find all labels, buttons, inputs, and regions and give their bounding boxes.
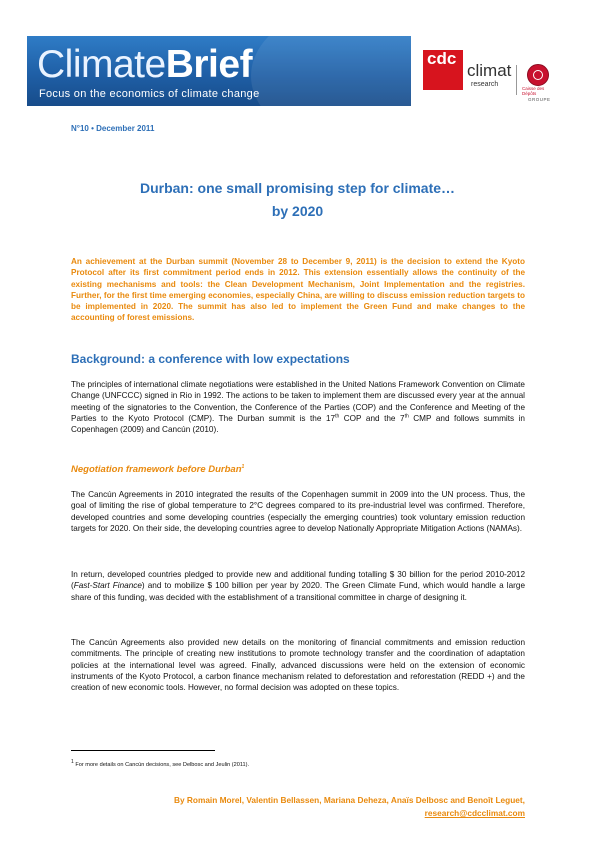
brand-logo — [37, 45, 252, 85]
negotiation-paragraph-3: The Cancún Agreements also provided new details on the monitoring of financial commitments and emission reduction commitments. The principle of creating new institutions to promote technology transfer and the coordination of adaptation policies at the international level was agreed. Finally, advanced discussions were held on the extension of economic instruments of the Kyoto Protocol, a carbon finance mechanism related to deforestation and reforestation (REDD +) and the creation of new economic tools. However, no formal decision was adopted on these topics. — [71, 638, 525, 693]
superscript: th — [404, 413, 409, 420]
research-logo-text: research — [471, 81, 499, 88]
brand-part-1: Climate — [37, 43, 166, 86]
superscript: th — [335, 413, 340, 420]
footnote-number: 1 — [71, 759, 74, 766]
header-banner — [27, 36, 411, 106]
climat-logo-text: climat — [467, 61, 512, 80]
brand-part-2: Brief — [165, 43, 253, 86]
text-run: The principles of international climate negotiations were established in the United Nations Framework Convention on Climate Change (UNFCCC) signed in Rio in 1992. The actions to be taken to implement them are discussed every year at the annual meeting of the signatories to the Convention, the Conference of the Parties (COP) and the Conference and Meeting of the Parties to the Kyoto Protocol (CMP). The Durban summit is the 17 — [71, 380, 525, 423]
text-run: In return, developed countries pledged to provide new and additional funding totalling $ 30 billion for the period 2010-2012 ( — [71, 570, 525, 591]
subsection-heading — [71, 464, 244, 475]
text-run: ) and to mobilize $ 100 billion per year by 2020. The Green Climate Fund, which would handle a large share of this funding, was decided with the establishment of a transitional committee in charge of designing it. — [71, 581, 526, 602]
authors-block — [174, 794, 525, 820]
caisse-des-depots-seal-icon — [527, 64, 549, 86]
footnote-reference[interactable]: 1 — [241, 463, 245, 470]
background-paragraph — [71, 379, 525, 435]
page-title — [60, 177, 535, 223]
email-link[interactable]: research@cdcclimat.com — [424, 808, 525, 818]
section-heading-background: Background: a conference with low expectations — [71, 352, 350, 366]
subsection-heading-text: Negotiation framework before Durban — [71, 464, 242, 475]
negotiation-paragraph-2 — [71, 569, 525, 603]
tagline: Focus on the economics of climate change — [39, 88, 260, 100]
footnote-text: For more details on Cancún decisions, see Delbosc and Jeulin (2011). — [73, 762, 250, 768]
title-line-2: by 2020 — [271, 203, 324, 219]
cdc-logo-text: cdc — [427, 49, 457, 68]
issue-number: N°10 • December 2011 — [71, 124, 155, 133]
italic-term: Fast-Start Finance — [73, 581, 142, 591]
seal-text: Caisse des Dépôts — [522, 86, 545, 96]
footnote-divider — [71, 750, 215, 751]
footnote — [71, 759, 250, 768]
authors-line: By Romain Morel, Valentin Bellassen, Mariana Deheza, Anaïs Delbosc and Benoît Leguet, — [173, 795, 525, 805]
text-run: CMP and follows summits in Copenhagen (2009) and Cancún (2010). — [71, 413, 525, 435]
negotiation-paragraph-1: The Cancún Agreements in 2010 integrated the results of the Copenhagen summit in 2009 into the UN process. Thus, the goal of limiting the rise of global temperature to 2°C degrees compared to its pre-industrial level was confirmed. Therefore, developed countries and some developing countries (especially the emerging countries) took voluntary emission reduction targets for 2020. On their side, the developing countries agree to develop Nationally Appropriate Mitigation Actions (NAMAs). — [71, 490, 525, 533]
logo-divider — [516, 65, 517, 95]
group-logo-text: GROUPE — [528, 97, 551, 102]
title-line-1: Durban: one small promising step for climate… — [139, 180, 456, 196]
text-run: COP and the 7 — [339, 413, 405, 423]
abstract: An achievement at the Durban summit (November 28 to December 9, 2011) is the decision to extend the Kyoto Protocol after its first commitment period ends in 2012. This extension essentially allows the continuity of the existing mechanisms and tools: the Clean Development Mechanism, Joint Implementation and the registries. Further, for the first time emerging economies, especially China, are willing to discuss emission reduction targets to be implemented in 2020. The summit has also led to implement the Green Fund and make changes to the accounting of forest emissions. — [71, 257, 525, 323]
cdc-logo-icon — [423, 50, 463, 90]
